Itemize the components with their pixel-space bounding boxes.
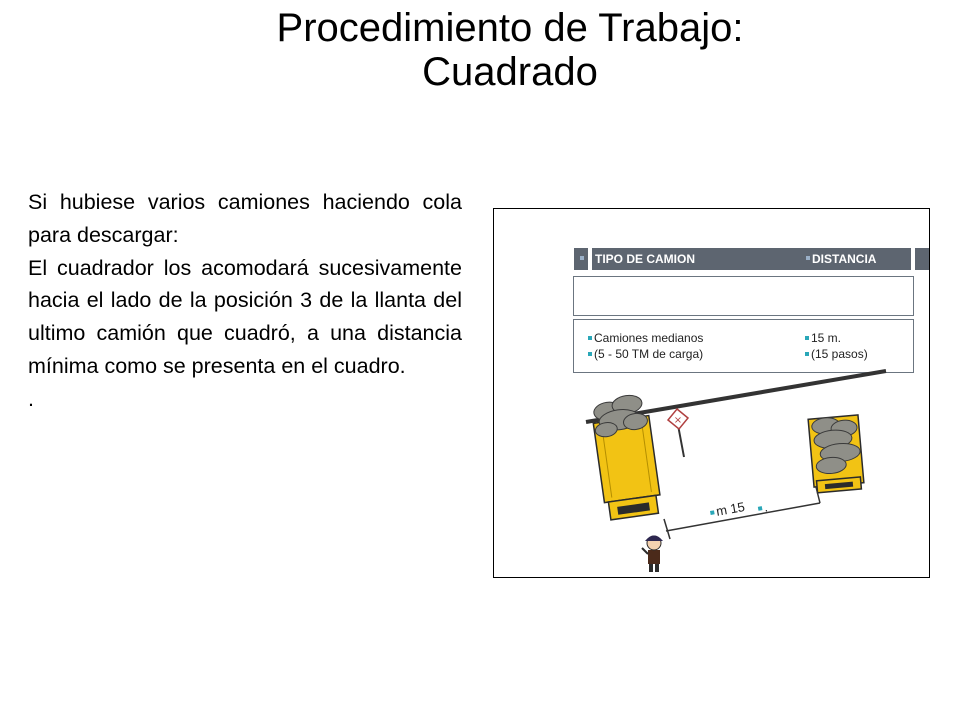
sign-symbol-icon: ×	[673, 415, 683, 426]
header-distance: DISTANCIA	[812, 252, 877, 266]
unloading-scene	[494, 209, 930, 578]
paragraph-placement: El cuadrador los acomodará sucesivamente hacia el lado de la posición 3 de la llanta del ultimo camión que cuadró, a una distancia mínima como se presenta en el cuadro.	[28, 255, 462, 378]
instructions-text	[28, 186, 462, 416]
distance-value: m 15	[714, 499, 746, 519]
cell-text: (15 pasos)	[811, 347, 868, 361]
warning-sign	[668, 409, 688, 457]
flagman-figure	[642, 536, 663, 573]
header-truck-type: TIPO DE CAMION	[595, 252, 696, 266]
title-line-1: Procedimiento de Trabajo:	[276, 6, 744, 50]
cell-text: Camiones medianos	[594, 331, 704, 345]
title-line-2: Cuadrado	[422, 50, 598, 94]
page-title	[150, 6, 870, 94]
paragraph-dot: .	[28, 386, 34, 411]
distance-suffix: .	[762, 499, 769, 515]
cell-text: (5 - 50 TM de carga)	[594, 347, 704, 361]
paragraph-queue: Si hubiese varios camiones haciendo cola para descargar:	[28, 190, 462, 247]
truck-spacing-figure	[493, 208, 930, 578]
dump-truck-right	[808, 415, 864, 493]
bullet-icon	[758, 506, 763, 511]
cell-text: 15 m.	[811, 331, 842, 345]
bullet-icon	[710, 510, 715, 515]
